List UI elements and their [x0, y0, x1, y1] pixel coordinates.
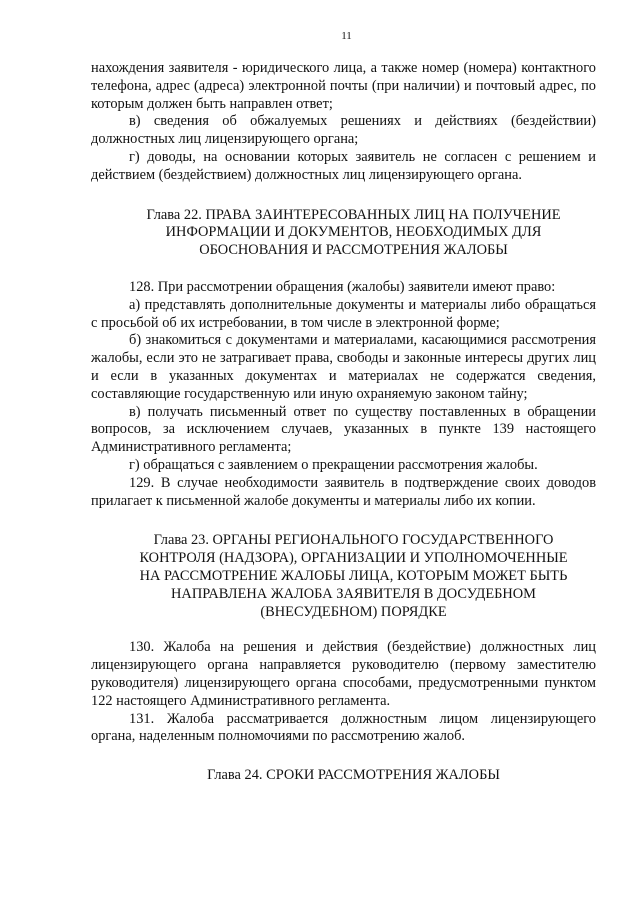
chapter-24-heading: Глава 24. СРОКИ РАССМОТРЕНИЯ ЖАЛОБЫ: [207, 767, 500, 784]
paragraph-continuation: нахождения заявителя - юридического лица, а также номер (номера) контактного телефона, адрес (адреса) электронной почты (при наличии) и почтовый адрес, по которым должен быть направлен ответ;: [91, 60, 596, 112]
chapter-22-heading: Глава 22. ПРАВА ЗАИНТЕРЕСОВАННЫХ ЛИЦ НА ПОЛУЧЕНИЕ ИНФОРМАЦИИ И ДОКУМЕНТОВ, НЕОБХОДИМЫХ ДЛЯ ОБОСНОВАНИЯ И РАССМОТРЕНИЯ ЖАЛОБЫ: [146, 206, 561, 259]
paragraph-item-g: г) доводы, на основании которых заявитель не согласен с решением и действием (бездействием) должностных лиц лицензирующего органа.: [91, 148, 596, 183]
paragraph-128-a: а) представлять дополнительные документы и материалы либо обращаться с просьбой об их истребовании, в том числе в электронной форме;: [91, 296, 596, 331]
paragraph-130: 130. Жалоба на решения и действия (бездействие) должностных лиц лицензирующего органа направляется руководителю (первому заместителю руководителя) лицензирующего органа способами, предусмотренными пунктом 122 настоящего Административного регламента.: [91, 639, 596, 709]
paragraph-129: 129. В случае необходимости заявитель в подтверждение своих доводов прилагает к письменной жалобе документы и материалы либо их копии.: [91, 474, 596, 509]
paragraph-128-g: г) обращаться с заявлением о прекращении рассмотрения жалобы.: [129, 456, 538, 473]
paragraph-128: 128. При рассмотрении обращения (жалобы) заявители имеют право:: [129, 278, 556, 295]
paragraph-131: 131. Жалоба рассматривается должностным лицом лицензирующего органа, наделенным полномочиями по рассмотрению жалоб.: [91, 710, 596, 745]
page-number: 11: [341, 30, 352, 42]
paragraph-128-b: б) знакомиться с документами и материалами, касающимися рассмотрения жалобы, если это не затрагивает права, свободы и законные интересы других лиц и если в указанных документах и материалах не содержатся сведения, составляющие государственную или иную охраняемую законом тайну;: [91, 332, 596, 402]
paragraph-item-v: в) сведения об обжалуемых решениях и действиях (бездействии) должностных лиц лицензирующего органа;: [91, 113, 596, 148]
document-page: [91, 30, 596, 785]
paragraph-128-v: в) получать письменный ответ по существу поставленных в обращении вопросов, за исключением случаев, указанных в пункте 139 настоящего Административного регламента;: [91, 403, 596, 456]
chapter-23-heading: Глава 23. ОРГАНЫ РЕГИОНАЛЬНОГО ГОСУДАРСТВЕННОГО КОНТРОЛЯ (НАДЗОРА), ОРГАНИЗАЦИИ И УПОЛНОМОЧЕННЫЕ НА РАССМОТРЕНИЕ ЖАЛОБЫ ЛИЦА, КОТОРЫМ МОЖЕТ БЫТЬ НАПРАВЛЕНА ЖАЛОБА ЗАЯВИТЕЛЯ В ДОСУДЕБНОМ (ВНЕСУДЕБНОМ) ПОРЯДКЕ: [139, 532, 568, 620]
